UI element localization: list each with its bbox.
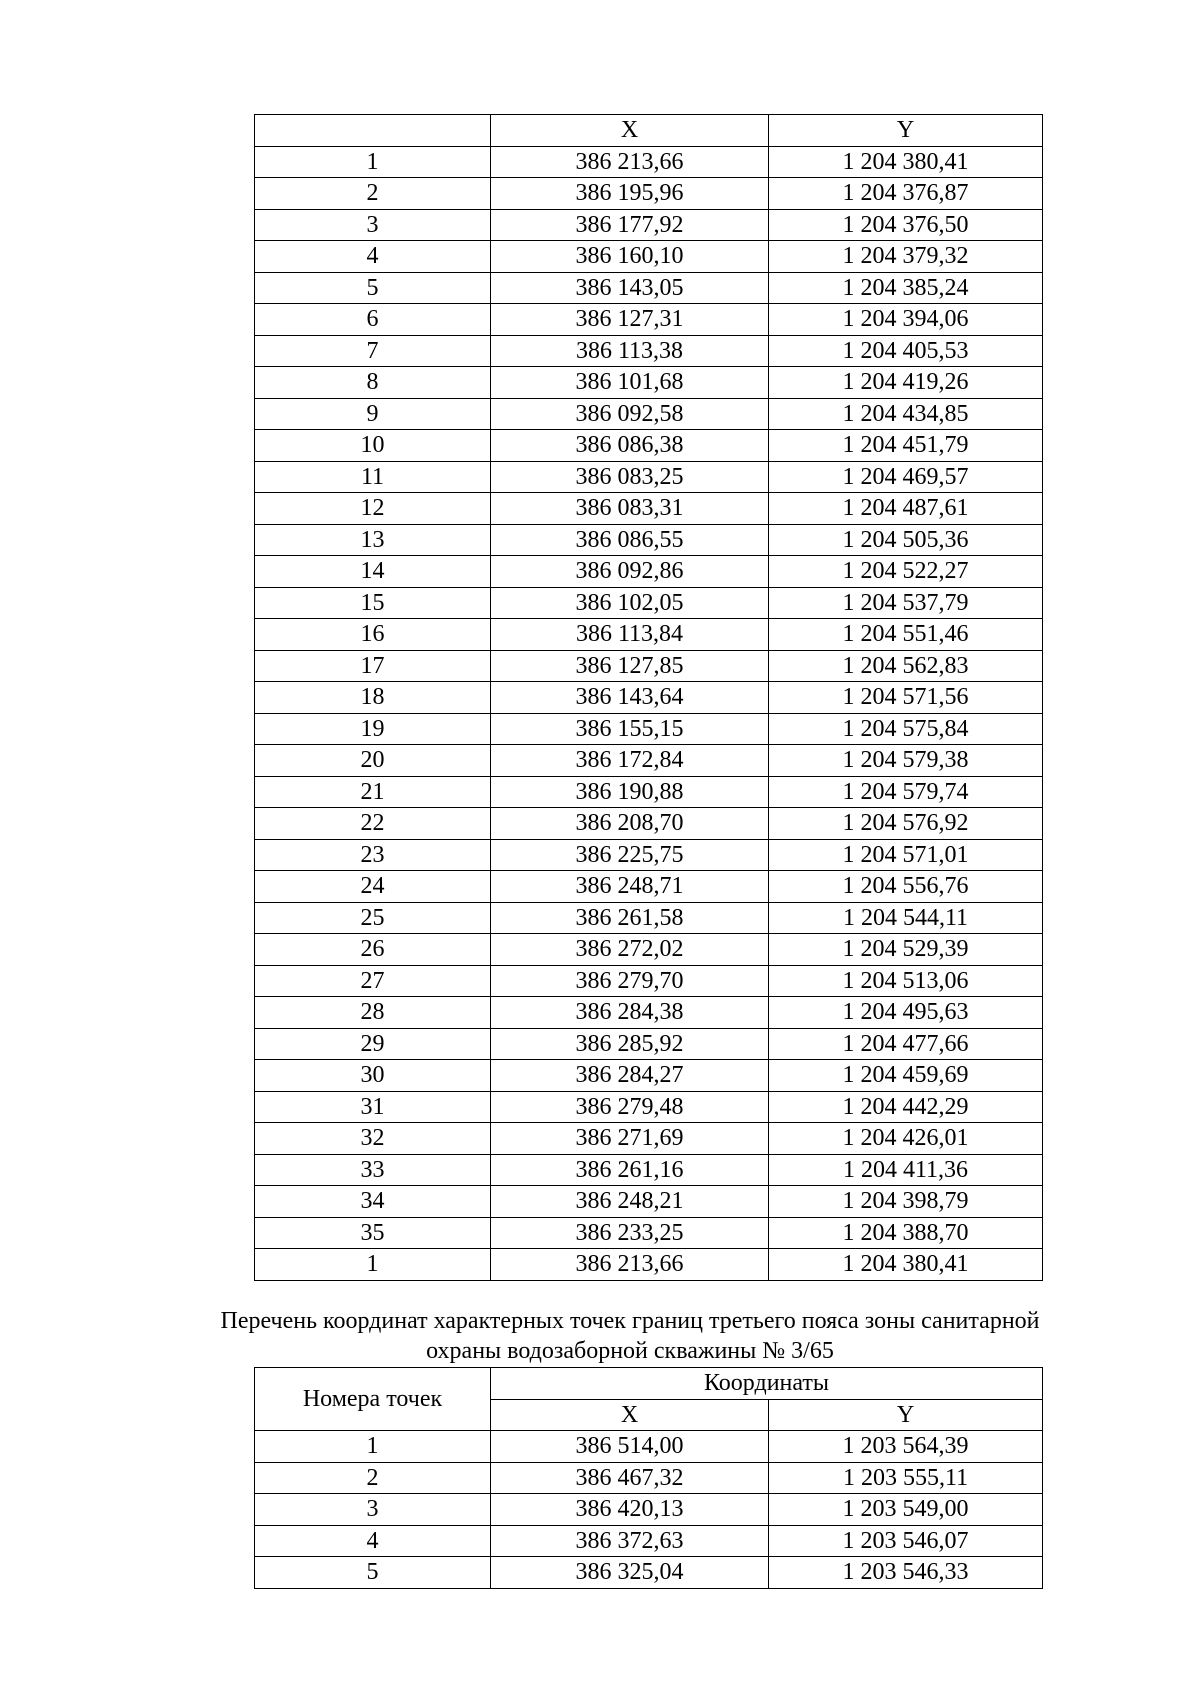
cell-y: 1 204 556,76 [769,871,1043,903]
cell-y: 1 204 529,39 [769,934,1043,966]
cell-y: 1 204 419,26 [769,367,1043,399]
table-row [255,1431,1043,1463]
cell-point-number: 5 [255,272,491,304]
table-row [255,934,1043,966]
cell-point-number: 8 [255,367,491,399]
cell-x: 386 160,10 [491,241,769,273]
cell-y: 1 204 477,66 [769,1028,1043,1060]
cell-y: 1 204 544,11 [769,902,1043,934]
cell-y: 1 203 555,11 [769,1462,1043,1494]
cell-point-number: 2 [255,178,491,210]
cell-point-number: 29 [255,1028,491,1060]
table-row [255,272,1043,304]
cell-point-number: 12 [255,493,491,525]
cell-point-number: 22 [255,808,491,840]
table-row [255,1494,1043,1526]
cell-point-number: 4 [255,241,491,273]
section-title [150,1306,1110,1366]
table-row [255,997,1043,1029]
cell-point-number: 11 [255,461,491,493]
table-row [255,1060,1043,1092]
section-title-line-1: Перечень координат характерных точек границ третьего пояса зоны санитарной [220,1308,1040,1334]
table-row [255,304,1043,336]
table-row [255,1028,1043,1060]
cell-x: 386 101,68 [491,367,769,399]
section-title-line-2: охраны водозаборной скважины № 3/65 [426,1338,834,1364]
cell-x: 386 172,84 [491,745,769,777]
cell-y: 1 204 551,46 [769,619,1043,651]
cell-x: 386 225,75 [491,839,769,871]
table-row [255,902,1043,934]
cell-y: 1 204 411,36 [769,1154,1043,1186]
table-row [255,1462,1043,1494]
table-row [255,839,1043,871]
table-row [255,745,1043,777]
cell-y: 1 204 469,57 [769,461,1043,493]
cell-x: 386 284,38 [491,997,769,1029]
table-row [255,871,1043,903]
cell-y: 1 204 487,61 [769,493,1043,525]
cell-x: 386 155,15 [491,713,769,745]
cell-y: 1 204 513,06 [769,965,1043,997]
cell-x: 386 127,85 [491,650,769,682]
cell-x: 386 514,00 [491,1431,769,1463]
table-row [255,682,1043,714]
cell-y: 1 204 376,50 [769,209,1043,241]
cell-y: 1 204 505,36 [769,524,1043,556]
cell-x: 386 372,63 [491,1525,769,1557]
cell-point-number: 21 [255,776,491,808]
cell-point-number: 1 [255,146,491,178]
cell-point-number: 32 [255,1123,491,1155]
cell-y: 1 204 522,27 [769,556,1043,588]
cell-point-number: 27 [255,965,491,997]
cell-y: 1 204 405,53 [769,335,1043,367]
cell-y: 1 204 380,41 [769,1249,1043,1281]
table-row [255,335,1043,367]
cell-x: 386 143,64 [491,682,769,714]
table-header-row [255,1368,1043,1400]
cell-y: 1 204 376,87 [769,178,1043,210]
table-header-row [255,115,1043,147]
table-row [255,209,1043,241]
cell-y: 1 204 434,85 [769,398,1043,430]
cell-y: 1 203 546,33 [769,1557,1043,1589]
cell-x: 386 195,96 [491,178,769,210]
cell-x: 386 420,13 [491,1494,769,1526]
table-row [255,808,1043,840]
cell-y: 1 204 579,74 [769,776,1043,808]
coordinates-table-second-belt [254,114,1043,1281]
header-x: X [491,115,769,147]
cell-point-number: 4 [255,1525,491,1557]
cell-point-number: 15 [255,587,491,619]
table-row [255,1525,1043,1557]
cell-x: 386 248,21 [491,1186,769,1218]
cell-point-number: 3 [255,209,491,241]
cell-x: 386 083,31 [491,493,769,525]
cell-point-number: 16 [255,619,491,651]
cell-point-number: 20 [255,745,491,777]
cell-x: 386 271,69 [491,1123,769,1155]
cell-y: 1 204 575,84 [769,713,1043,745]
cell-y: 1 204 576,92 [769,808,1043,840]
cell-point-number: 26 [255,934,491,966]
table-row [255,178,1043,210]
table-row [255,146,1043,178]
cell-x: 386 086,55 [491,524,769,556]
cell-point-number: 28 [255,997,491,1029]
cell-x: 386 272,02 [491,934,769,966]
cell-point-number: 6 [255,304,491,336]
cell-point-number: 23 [255,839,491,871]
cell-x: 386 092,86 [491,556,769,588]
cell-point-number: 3 [255,1494,491,1526]
header-y: Y [769,1399,1043,1431]
cell-point-number: 5 [255,1557,491,1589]
table-row [255,556,1043,588]
header-coordinates: Координаты [491,1368,1043,1400]
cell-x: 386 083,25 [491,461,769,493]
cell-point-number: 25 [255,902,491,934]
cell-point-number: 31 [255,1091,491,1123]
cell-y: 1 204 562,83 [769,650,1043,682]
cell-y: 1 203 549,00 [769,1494,1043,1526]
table-row [255,493,1043,525]
header-point-numbers: Номера точек [255,1368,491,1431]
header-x: X [491,1399,769,1431]
coordinates-table-third-belt [254,1367,1043,1589]
table-row [255,1249,1043,1281]
table-row [255,965,1043,997]
cell-point-number: 18 [255,682,491,714]
cell-y: 1 204 495,63 [769,997,1043,1029]
cell-point-number: 10 [255,430,491,462]
cell-x: 386 113,84 [491,619,769,651]
cell-x: 386 102,05 [491,587,769,619]
cell-y: 1 204 459,69 [769,1060,1043,1092]
table-row [255,650,1043,682]
cell-x: 386 279,70 [491,965,769,997]
cell-x: 386 213,66 [491,146,769,178]
cell-point-number: 2 [255,1462,491,1494]
cell-y: 1 204 385,24 [769,272,1043,304]
cell-x: 386 177,92 [491,209,769,241]
cell-point-number: 1 [255,1249,491,1281]
table-row [255,1217,1043,1249]
header-y: Y [769,115,1043,147]
cell-point-number: 9 [255,398,491,430]
cell-x: 386 261,16 [491,1154,769,1186]
cell-x: 386 086,38 [491,430,769,462]
cell-y: 1 203 546,07 [769,1525,1043,1557]
table-row [255,587,1043,619]
cell-x: 386 113,38 [491,335,769,367]
cell-y: 1 204 379,32 [769,241,1043,273]
cell-y: 1 204 579,38 [769,745,1043,777]
cell-y: 1 204 442,29 [769,1091,1043,1123]
cell-point-number: 17 [255,650,491,682]
table-row [255,619,1043,651]
cell-y: 1 204 426,01 [769,1123,1043,1155]
table-row [255,776,1043,808]
cell-x: 386 233,25 [491,1217,769,1249]
cell-x: 386 092,58 [491,398,769,430]
cell-point-number: 14 [255,556,491,588]
table-row [255,524,1043,556]
cell-x: 386 190,88 [491,776,769,808]
cell-x: 386 248,71 [491,871,769,903]
table-row [255,461,1043,493]
cell-x: 386 261,58 [491,902,769,934]
table-row [255,1123,1043,1155]
cell-point-number: 24 [255,871,491,903]
cell-x: 386 284,27 [491,1060,769,1092]
cell-point-number: 33 [255,1154,491,1186]
cell-x: 386 213,66 [491,1249,769,1281]
table-row [255,1557,1043,1589]
cell-y: 1 204 398,79 [769,1186,1043,1218]
table-row [255,241,1043,273]
cell-y: 1 204 380,41 [769,146,1043,178]
table-row [255,1186,1043,1218]
cell-x: 386 325,04 [491,1557,769,1589]
cell-x: 386 127,31 [491,304,769,336]
cell-point-number: 7 [255,335,491,367]
cell-y: 1 203 564,39 [769,1431,1043,1463]
cell-point-number: 1 [255,1431,491,1463]
table-row [255,1091,1043,1123]
header-point-number [255,115,491,147]
cell-x: 386 285,92 [491,1028,769,1060]
cell-y: 1 204 571,01 [769,839,1043,871]
table-row [255,367,1043,399]
table-row [255,1154,1043,1186]
cell-y: 1 204 571,56 [769,682,1043,714]
table-row [255,713,1043,745]
cell-point-number: 34 [255,1186,491,1218]
cell-point-number: 35 [255,1217,491,1249]
cell-y: 1 204 537,79 [769,587,1043,619]
cell-y: 1 204 394,06 [769,304,1043,336]
cell-x: 386 208,70 [491,808,769,840]
cell-point-number: 13 [255,524,491,556]
table-row [255,398,1043,430]
cell-point-number: 19 [255,713,491,745]
cell-point-number: 30 [255,1060,491,1092]
table-row [255,430,1043,462]
cell-y: 1 204 451,79 [769,430,1043,462]
cell-x: 386 279,48 [491,1091,769,1123]
cell-y: 1 204 388,70 [769,1217,1043,1249]
cell-x: 386 143,05 [491,272,769,304]
cell-x: 386 467,32 [491,1462,769,1494]
